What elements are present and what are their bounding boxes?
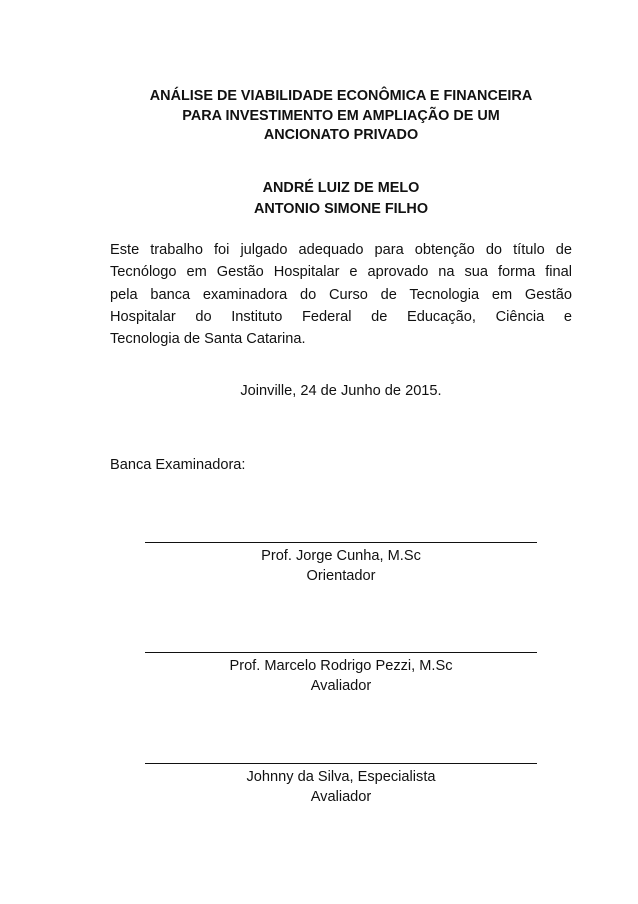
author-name: ANDRÉ LUIZ DE MELO xyxy=(262,180,420,196)
approval-line: Tecnólogo em Gestão Hospitalar e aprovado na sua forma final xyxy=(110,264,572,281)
title-line: ANÁLISE DE VIABILIDADE ECONÔMICA E FINANCEIRA xyxy=(149,88,533,104)
signatory-name: Prof. Jorge Cunha, M.Sc xyxy=(261,548,421,564)
signature-line xyxy=(145,652,537,653)
authors-block xyxy=(110,178,572,220)
title-line: ANCIONATO PRIVADO xyxy=(263,127,419,143)
approval-line: pela banca examinadora do Curso de Tecnologia em Gestão xyxy=(110,286,572,303)
title-line: PARA INVESTIMENTO EM AMPLIAÇÃO DE UM xyxy=(182,107,500,124)
signature-line xyxy=(145,542,537,543)
signature-block xyxy=(110,542,572,586)
signature-block xyxy=(110,652,572,696)
signatory-role: Avaliador xyxy=(310,678,372,694)
signatory-role: Orientador xyxy=(306,568,376,584)
place-date: Joinville, 24 de Junho de 2015. xyxy=(240,383,442,399)
signatory-role: Avaliador xyxy=(310,789,372,805)
author-name: ANTONIO SIMONE FILHO xyxy=(253,201,429,217)
approval-line: Este trabalho foi julgado adequado para obtenção do título de xyxy=(110,242,572,258)
signatory-name: Prof. Marcelo Rodrigo Pezzi, M.Sc xyxy=(229,658,453,674)
signature-line xyxy=(145,763,537,764)
committee-label: Banca Examinadora: xyxy=(110,457,246,473)
document-title xyxy=(110,87,572,146)
approval-line: Tecnologia de Santa Catarina. xyxy=(110,331,306,348)
approval-line: Hospitalar do Instituto Federal de Educação, Ciência e xyxy=(110,308,572,325)
signatory-name: Johnny da Silva, Especialista xyxy=(246,769,436,785)
signature-block xyxy=(110,763,572,807)
approval-statement xyxy=(110,239,572,350)
